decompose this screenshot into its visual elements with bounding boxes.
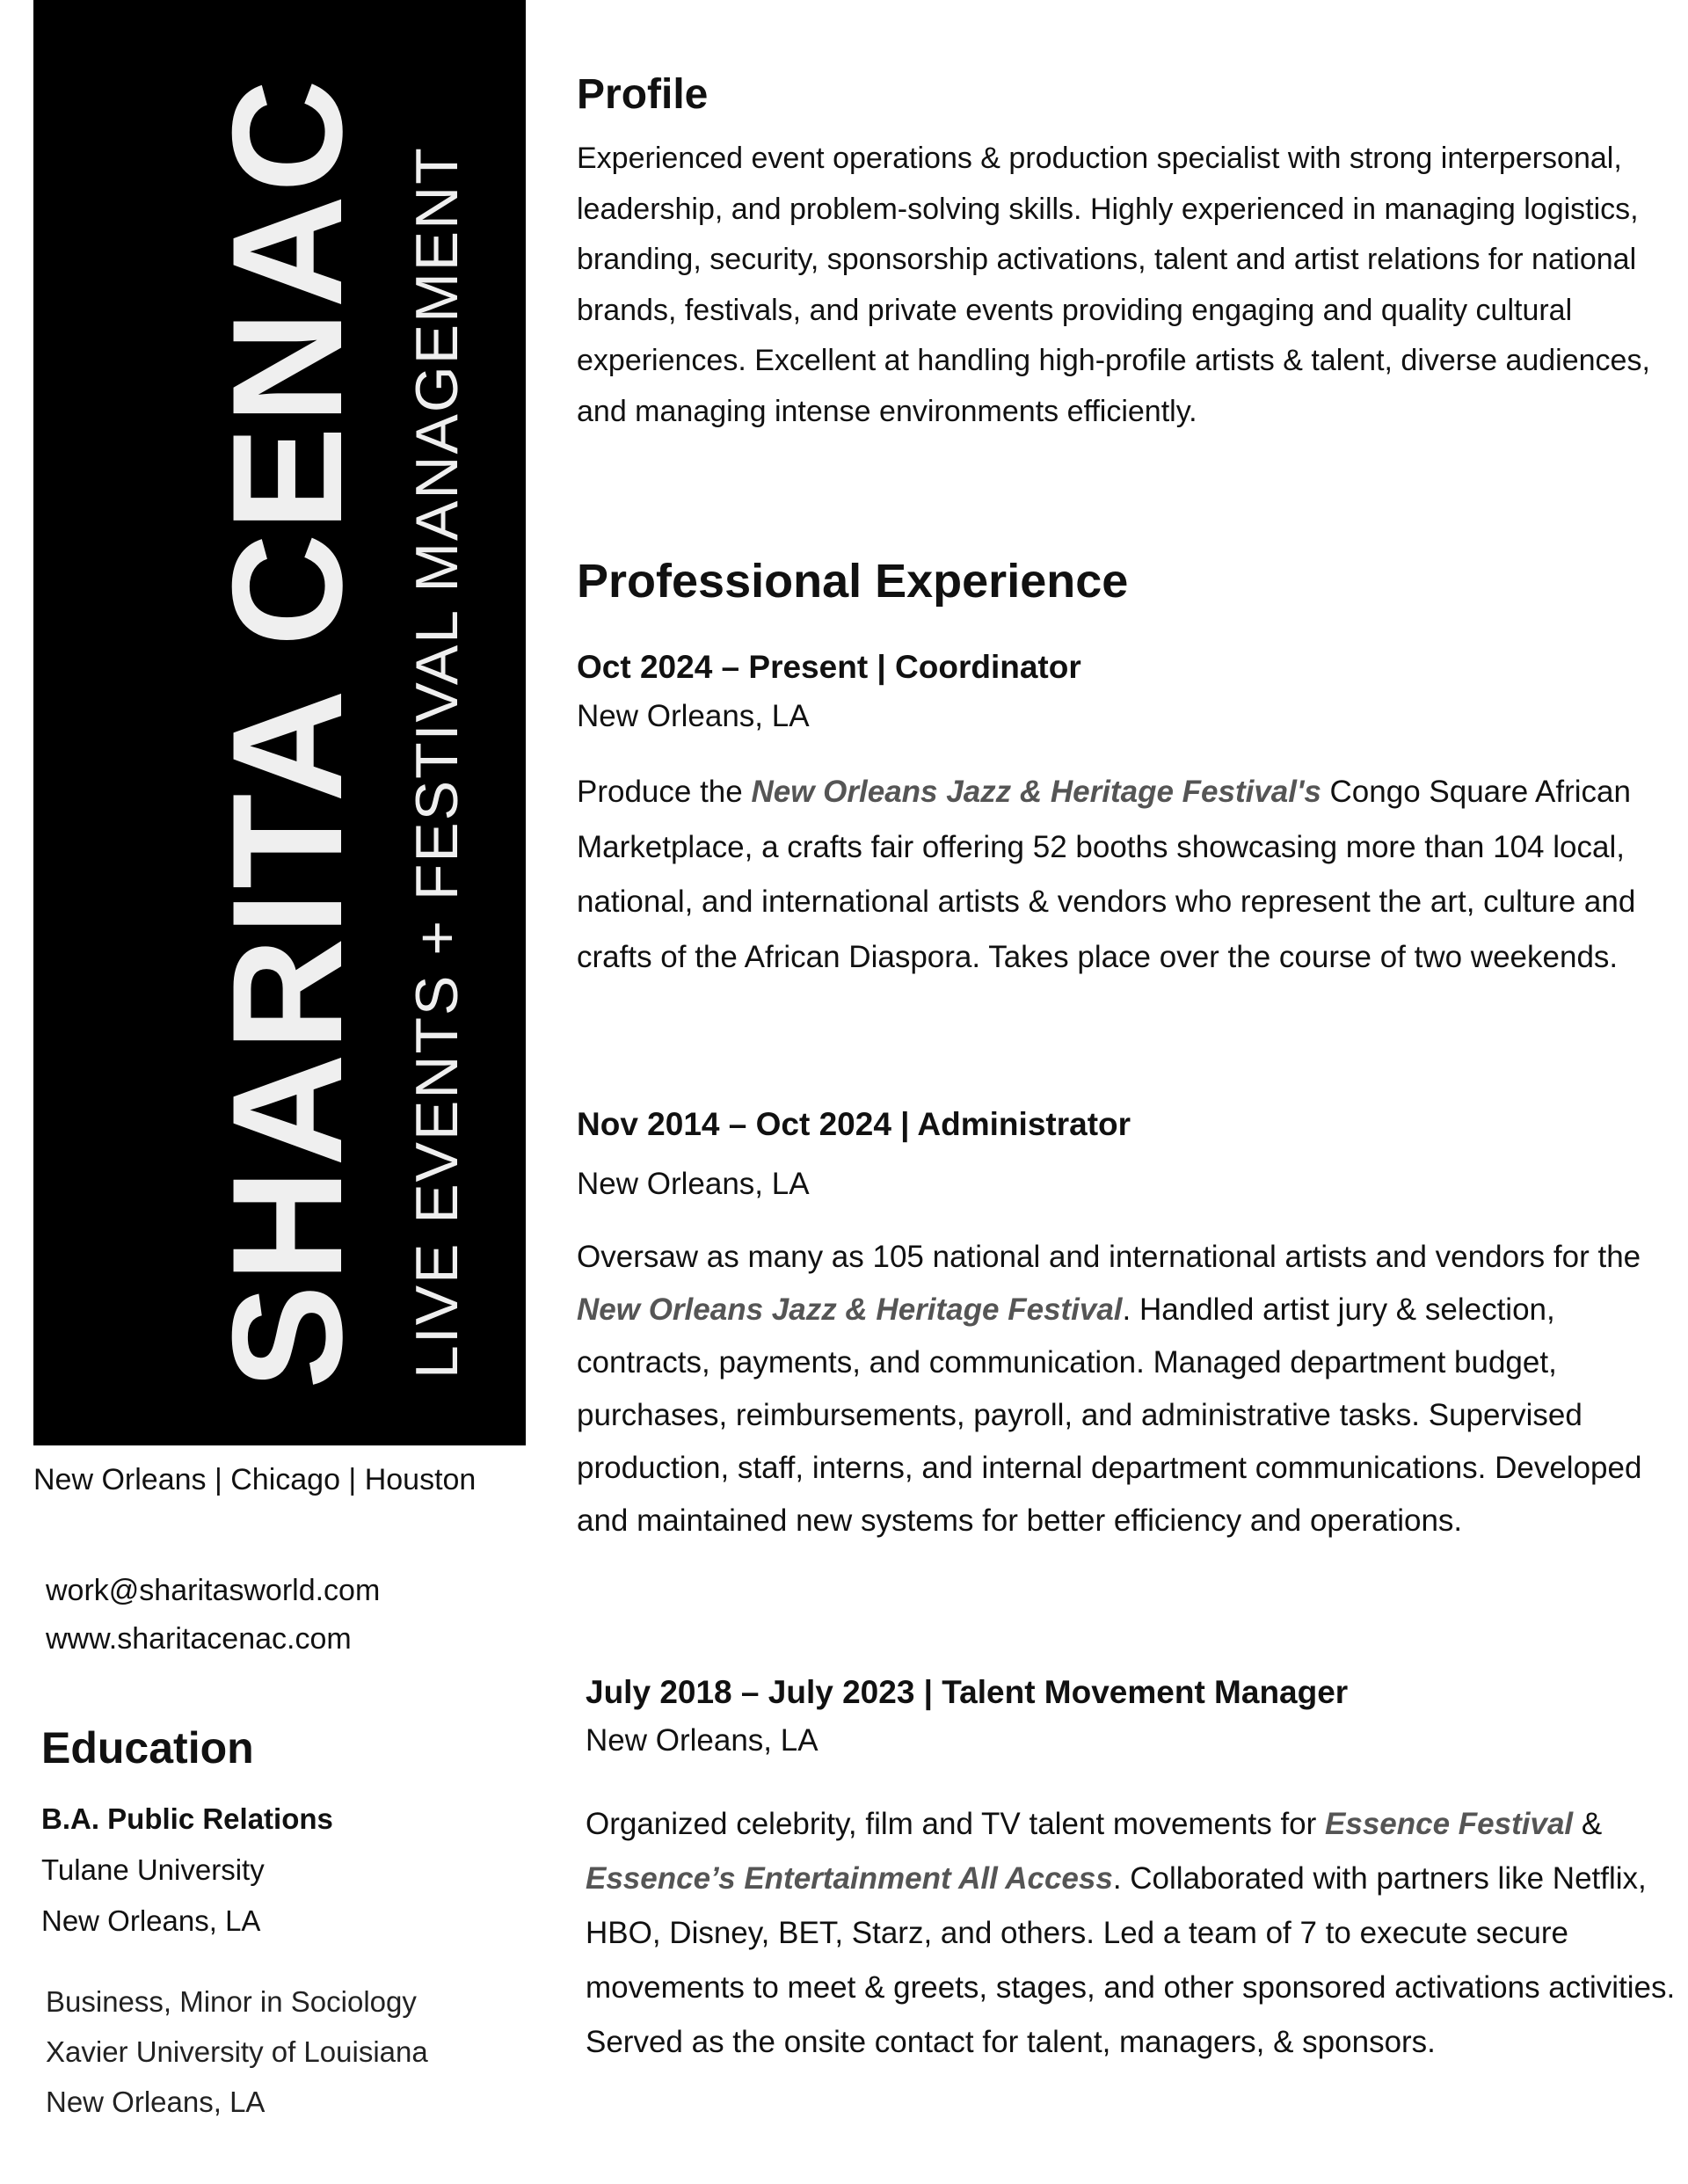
desc-text: Oversaw as many as 105 national and international artists and vendors for the xyxy=(577,1240,1641,1274)
city-list: New Orleans | Chicago | Houston xyxy=(33,1463,477,1496)
education-entry xyxy=(46,1977,428,2127)
festival-name: New Orleans Jazz & Heritage Festival's xyxy=(751,775,1321,809)
job-description xyxy=(577,1231,1676,1547)
education-school: Xavier University of Louisiana xyxy=(46,2035,428,2068)
experience-heading: Professional Experience xyxy=(577,555,1129,608)
desc-text: & xyxy=(1573,1807,1603,1841)
name-banner xyxy=(33,0,526,1445)
education-heading: Education xyxy=(41,1723,254,1773)
desc-text: . Collaborated with partners like Netflix, HBO, Disney, BET, Starz, and others. Led a team of 7 to execute secure movements to meet & greets, stages, and other sponsored activations activities. Served as the onsite contact for talent, managers, & sponsors. xyxy=(586,1861,1676,2059)
festival-name: Essence’s Entertainment All Access xyxy=(586,1861,1113,1896)
candidate-name: SHARITA CENAC xyxy=(200,76,375,1389)
desc-text: . Handled artist jury & selection, contracts, payments, and communication. Managed department budget, purchases, reimbursements, payroll, and administrative tasks. Supervised production, staff, interns, and internal department communications. Developed and maintained new systems for better efficiency and operations. xyxy=(577,1292,1642,1538)
education-entry xyxy=(41,1794,333,1947)
job-title: Nov 2014 – Oct 2024 | Administrator xyxy=(577,1106,1131,1142)
desc-text: Organized celebrity, film and TV talent movements for xyxy=(586,1807,1326,1841)
job-description xyxy=(577,765,1667,985)
festival-name: New Orleans Jazz & Heritage Festival xyxy=(577,1292,1123,1327)
education-degree: B.A. Public Relations xyxy=(41,1802,333,1835)
education-school: Tulane University xyxy=(41,1853,265,1886)
job-location: New Orleans, LA xyxy=(577,699,810,733)
job-description xyxy=(586,1797,1676,2070)
profile-heading: Profile xyxy=(577,71,709,118)
festival-name: Essence Festival xyxy=(1325,1807,1574,1841)
candidate-tagline: LIVE EVENTS + FESTIVAL MANAGEMENT xyxy=(404,146,470,1379)
website-link[interactable]: www.sharitacenac.com xyxy=(46,1622,352,1656)
education-location: New Orleans, LA xyxy=(41,1904,261,1937)
desc-text: Produce the xyxy=(577,775,752,809)
job-title: July 2018 – July 2023 | Talent Movement Manager xyxy=(586,1674,1349,1710)
education-location: New Orleans, LA xyxy=(46,2086,266,2118)
job-location: New Orleans, LA xyxy=(586,1723,819,1758)
email-link[interactable]: work@sharitasworld.com xyxy=(46,1574,381,1607)
education-degree: Business, Minor in Sociology xyxy=(46,1985,417,2018)
profile-summary: Experienced event operations & production specialist with strong interpersonal, leadership, and problem-solving skills. Highly experienced in managing logistics, branding, security, sponsorship activations, talent and artist relations for national brands, festivals, and private events providing engaging and quality cultural experiences. Excellent at handling high-profile artists & talent, diverse audiences, and managing intense environments efficiently. xyxy=(577,142,1650,428)
contact-block xyxy=(46,1567,380,1663)
job-location: New Orleans, LA xyxy=(577,1167,810,1201)
job-title: Oct 2024 – Present | Coordinator xyxy=(577,649,1081,685)
desc-text: Congo Square African Marketplace, a crafts fair offering 52 booths showcasing more than 104 local, national, and international artists & vendors who represent the art, culture and crafts of the African Diaspora. Takes place over the course of two weekends. xyxy=(577,775,1636,974)
